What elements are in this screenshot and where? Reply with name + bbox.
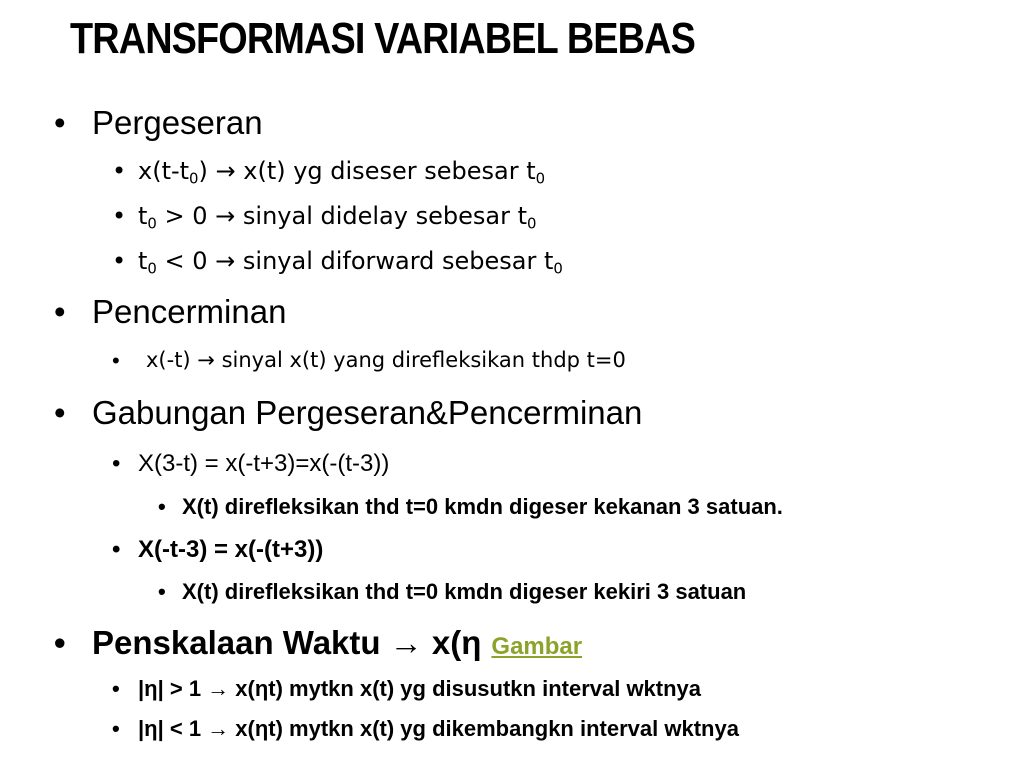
item-text: X(3-t) = x(-t+3)=x(-(t-3)) — [138, 450, 390, 477]
bullet-dot: • — [54, 624, 66, 661]
bullet-dot: • — [54, 394, 66, 431]
bullet-dot: • — [112, 676, 120, 701]
bullet-dot: • — [158, 494, 166, 519]
item-text: x(-t) → sinyal x(t) yang direfleksikan thdp t=0 — [146, 348, 626, 372]
bullet-dot: • — [112, 536, 121, 563]
heading-gabungan: Gabungan Pergeseran&Pencerminan — [92, 394, 643, 431]
subscript: 0 — [535, 169, 546, 188]
item-text: X(-t-3) = x(-(t+3)) — [138, 536, 324, 563]
text-part: x(t-t — [138, 157, 190, 185]
item-text — [138, 157, 546, 188]
bullet-dot: • — [54, 293, 66, 330]
subscript: 0 — [189, 169, 199, 188]
subscript: 0 — [147, 259, 157, 278]
bullet-dot: • — [112, 202, 127, 230]
item-text: |η| > 1 → x(ηt) mytkn x(t) yg disusutkn interval wktnya — [138, 676, 702, 701]
heading-text: Penskalaan Waktu → x(η — [92, 624, 482, 661]
bullet-dot: • — [112, 716, 120, 741]
item-text: X(t) direfleksikan thd t=0 kmdn digeser kekiri 3 satuan — [182, 579, 747, 604]
text-part: > 0 → sinyal didelay sebesar t — [156, 202, 527, 230]
heading-pencerminan: Pencerminan — [92, 293, 287, 330]
item-text: |η| < 1 → x(ηt) mytkn x(t) yg dikembangkn interval wktnya — [138, 716, 739, 741]
bullet-dot: • — [112, 450, 121, 477]
subscript: 0 — [147, 214, 157, 233]
text-part: t — [138, 202, 148, 230]
heading-penskalaan — [92, 624, 582, 662]
bullet-dot: • — [112, 247, 127, 275]
item-text: X(t) direfleksikan thd t=0 kmdn digeser kekanan 3 satuan. — [182, 494, 783, 519]
item-text — [138, 202, 537, 233]
text-part: t — [138, 247, 148, 275]
subscript: 0 — [526, 214, 537, 233]
gambar-link[interactable]: Gambar — [491, 633, 583, 660]
bullet-dot: • — [158, 579, 166, 604]
heading-pergeseran: Pergeseran — [92, 104, 263, 141]
bullet-dot: • — [112, 157, 127, 185]
bullet-dot: • — [112, 348, 120, 373]
subscript: 0 — [553, 259, 563, 278]
bullet-dot: • — [54, 104, 66, 141]
item-text — [138, 247, 563, 278]
text-part: < 0 → sinyal diforward sebesar t — [156, 247, 554, 275]
slide-title: TRANSFORMASI VARIABEL BEBAS — [70, 14, 696, 63]
text-part: ) → x(t) yg diseser sebesar t — [198, 157, 536, 185]
